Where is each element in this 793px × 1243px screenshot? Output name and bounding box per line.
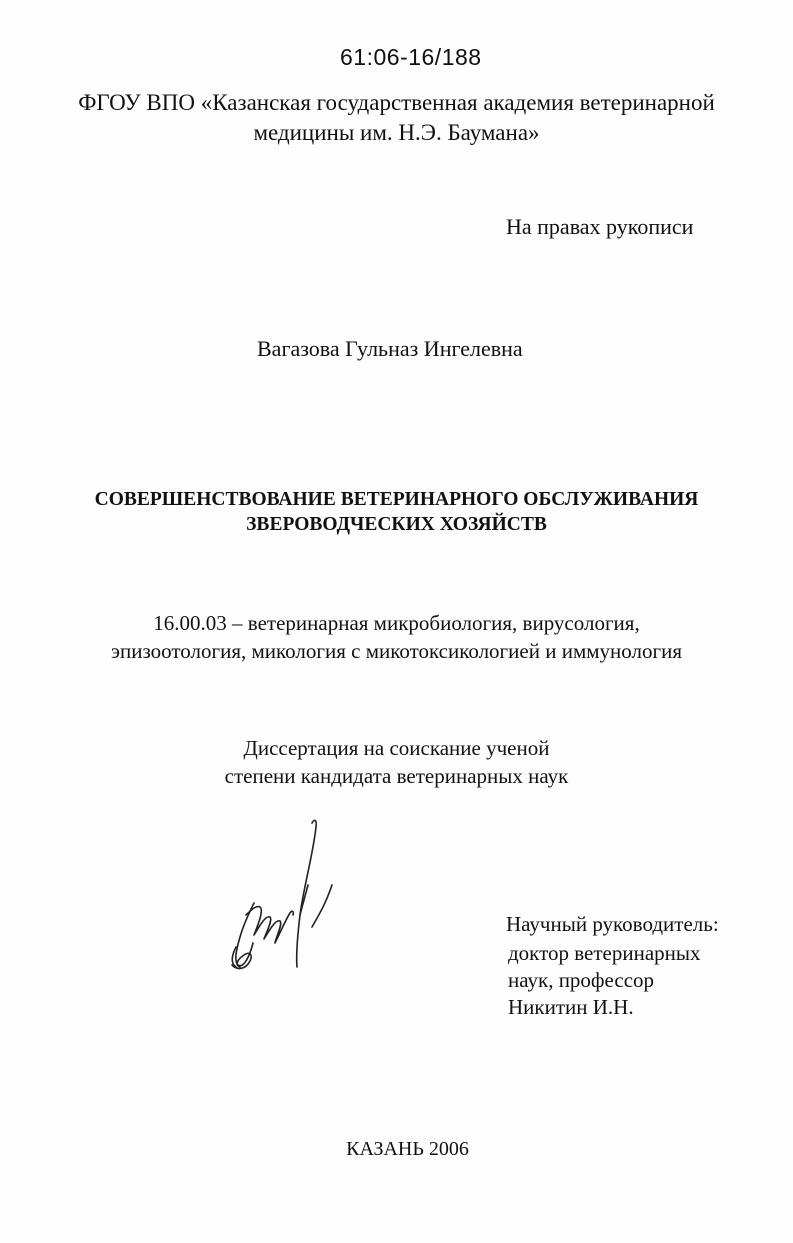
specialty-line-2: эпизоотология, микология с микотоксикологией и иммунология xyxy=(111,639,682,663)
supervisor-heading: Научный руководитель: xyxy=(506,912,719,936)
manuscript-note: На правах рукописи xyxy=(506,214,694,239)
thesis-title-line-1: СОВЕРШЕНСТВОВАНИЕ ВЕТЕРИНАРНОГО ОБСЛУЖИВАНИЯ xyxy=(94,489,699,510)
supervisor-rank: наук, профессор xyxy=(508,968,655,992)
dissertation-line-2: степени кандидата ветеринарных наук xyxy=(224,764,569,788)
supervisor-name: Никитин И.Н. xyxy=(508,995,634,1019)
specialty-line-1: 16.00.03 – ветеринарная микробиология, вирусология, xyxy=(153,611,640,635)
supervisor-degree: доктор ветеринарных xyxy=(508,941,701,965)
author-name: Вагазова Гульназ Ингелевна xyxy=(257,336,523,361)
signature-icon xyxy=(220,815,345,985)
institution-line-1: ФГОУ ВПО «Казанская государственная академия ветеринарной xyxy=(78,90,715,115)
institution-line-2: медицины им. Н.Э. Баумана» xyxy=(253,120,540,145)
dissertation-line-1: Диссертация на соискание ученой xyxy=(243,736,550,760)
city-year: КАЗАНЬ 2006 xyxy=(346,1138,469,1160)
thesis-title-line-2: ЗВЕРОВОДЧЕСКИХ ХОЗЯЙСТВ xyxy=(246,514,547,535)
catalog-code: 61:06-16/188 xyxy=(340,44,482,70)
